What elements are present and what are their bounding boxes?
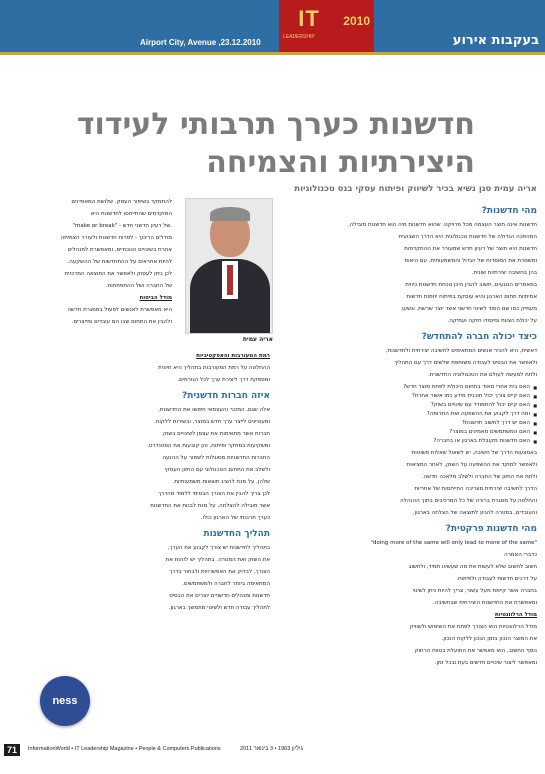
section-heading: כיצד יכולה חברה להתחדש?: [421, 332, 537, 342]
logo-year: 2010: [343, 14, 370, 28]
quote-line: "doing more of the same will only lead to more of the same": [370, 540, 537, 546]
paragraph-line: המוקדמים שהתייחסו לחדשנות היא: [90, 211, 172, 217]
paragraph-line: ומשמרת את המוסדות של הגדול והמשמעותית, עם היאות: [404, 258, 537, 264]
paragraph-line: היא מאפשרת לאנשים לפעול במסגרת חדשה: [67, 307, 172, 313]
paragraph-line: חדשנות אינה תוצר העצמה מכל פרויקט. שהוא חדשנות מיה הוא חדשנות מובילה,: [348, 222, 537, 228]
paragraph-line: ולאפשר את הבסיס לעבודה משותפת שלשים דרך עם התהליך: [394, 360, 537, 366]
paragraph-line: כערך תרבותי של הארגון כולו.: [200, 515, 270, 521]
paragraph-line: ולאפשר למוקד את ההשפעה על השוק, לאחר המציאות: [406, 462, 537, 468]
paragraph-line: הצורך, לבדוק את האפשרויות ולבחור בדרך: [169, 569, 270, 575]
section-label: בעקבות אירוע: [452, 33, 539, 48]
paragraph-line: ההחלטה על רמת המעורבות בתהליך היא חיונית: [158, 365, 270, 371]
page-footer: [0, 744, 545, 756]
right-column: [285, 200, 537, 671]
left-column: [12, 198, 172, 330]
footer-publication: InformationWorld • IT Leadership Magazine • People & Computers Publications: [28, 746, 221, 752]
subheading: רמת המעורבות והאפקטיביות: [196, 353, 270, 359]
paragraph-line: ולתת את החזון של החברה ולשלב מלאכה חדשה.: [421, 474, 537, 480]
paragraph-line: את המוצר הנכון בזמן הנכון ללקוח הנכון.: [441, 636, 537, 642]
paragraph-line: להיות אחראים על ההתחדשות של ההשקעה.: [67, 259, 172, 265]
page-number: 71: [4, 744, 20, 756]
paragraph-line: חברות אשר מתאימות את עצמן לשינויים בשוק: [162, 431, 270, 437]
paragraph-line: על דרכים חדשות לעבודה ולפיתוח.: [456, 576, 537, 582]
byline: אריה עמית סגן נשיא בכיר לשיווק ופיתוח עסקי בנס טכנולוגיות: [294, 184, 537, 194]
paragraph-line: כדברי האמרה: [504, 552, 537, 558]
paragraph-line: אלה שגם, המוכר והעצמאי חיפשו את החדשנות,: [158, 407, 270, 413]
footer-issue: גיליון 1963 • 3 בינואר 2011: [240, 746, 303, 752]
photo-caption: אריה עמית: [242, 336, 273, 343]
article-title: חדשנות כערך תרבותי לעידוד היצירתיות והצמיחה: [76, 107, 475, 180]
paragraph-line: להתמקד בשיפור העסק. שלושת המאפיינים: [71, 199, 172, 205]
author-photo: [185, 198, 273, 334]
dateline: Airport City, Avenue ,23.12.2010: [140, 38, 261, 47]
bullet-item: ■ האם בית אחרי מאוד בתחום היכולת לפתח מוצר חדש?: [285, 383, 537, 392]
paragraph-line: את השוק ואת המטרה. בתהליך יש לזהות את: [165, 557, 270, 563]
paragraph-line: והחלטה על מסגרת ברורה של כל המרכיבים בתוך ההנהלה: [400, 498, 537, 504]
bullet-item: ■ האם קיים צורך יכול תוכנית מידע כמו אשור אחרת?: [285, 392, 537, 401]
paragraph-line: מודל הרלוונטיות הוא הצורך לפתח את השימוש ולשוויק: [409, 624, 537, 630]
logo-it-text: IT: [298, 6, 320, 31]
paragraph-line: על יכולת הצוות ומיסודו חזקה ועמיקה.: [447, 318, 537, 324]
paragraph-line: לכן צריך להבין את הצורך הבסיסי ללמוד מהדרך: [158, 491, 270, 497]
bullet-item: ■ האם קיים יכול להתמודד עם שינויים בשוק?: [285, 401, 537, 410]
paragraph-line: ומשקיעות במחקר ופיתוח, והן קובעות את הסטנדרט.: [147, 443, 270, 449]
it-leadership-logo: [279, 0, 374, 52]
author-photo-block: [185, 198, 273, 348]
paragraph-line: באמצעות הדרך של חשיבה, יש לשאול שאלות פשוטות: [411, 450, 537, 456]
paragraph-line: החברות החדשניות מסוגלות לשמור על ההנעה: [162, 455, 270, 461]
subheading: מודל הביטוח: [139, 295, 172, 301]
paragraph-line: "make or break" - של רעיון חדשני חדש.: [72, 223, 172, 229]
section-heading: מהי חדשנות?: [481, 206, 537, 216]
paragraph-line: במאמרים הנוגעים, חשוב להבין היכן נוכחת חדשנות כיווית: [405, 282, 537, 288]
section-heading: איזה חברות חדשנית?: [182, 391, 270, 401]
paragraph-line: המתאימה ביותר לחברה ולמשתמשים.: [182, 581, 270, 587]
gold-rule: [0, 52, 545, 55]
left-column-lower: [12, 352, 270, 616]
paragraph-line: בחברה אשר קיימת מעל עשור, צריך להיות ניתן לשינוי: [412, 588, 537, 594]
bullet-item: ■ ומה דרך לקבוע את ההשפעה ואת התרומה?: [285, 410, 537, 419]
section-heading: תהליך החדשנות: [203, 529, 270, 539]
paragraph-line: המהפכה הגדולה של חדשנות טכנולוגית היא הדרך השבועית: [398, 234, 537, 240]
bullet-item: ■ האם יש דרך לחשוב חדשנות?: [285, 419, 537, 428]
bullet-list: [285, 383, 537, 446]
subheading: מודל הרלוונטיות: [494, 612, 537, 618]
paragraph-line: ולהבין את התחום שבו הם עובדים ומייצרים.: [71, 319, 172, 325]
ness-logo: ness: [40, 676, 90, 726]
paragraph-line: ומאפשר ליצור שינויים חדשים בעת ובכל זמן.: [434, 660, 537, 666]
paragraph-line: בהן בחשיבה יצירתיות שונית.: [471, 270, 537, 276]
paragraph-line: אחרת בשינויים הנוכחיים, ומאפשרת למנהלים: [67, 247, 172, 253]
paragraph-line: שלהן, על מנת להציג תוצאות משמעותיות.: [172, 479, 270, 485]
section-heading: מהי חדשנות פרקטית?: [445, 524, 537, 534]
paragraph-line: הדרך לחשיבה יצירתית מצריכה התייחסות של אחריות: [414, 486, 537, 492]
paragraph-line: לתהליך עבודה חדש ולשינוי מתמשך בארגון.: [168, 605, 270, 611]
paragraph-line: ומעוניינים לייצר ערך חדש במוצר, ובשירות ללקוח.: [154, 419, 270, 425]
paragraph-line: אשר מובילה להצלחה, על מנת לבנות את החדשנות: [150, 503, 270, 509]
paragraph-line: ולשלב את התחום הטכנולוגי עם החזון העסקי: [164, 467, 270, 473]
bullet-item: ■ האם המשתמשים מאמינים במוצר?: [285, 428, 537, 437]
paragraph-line: של החברה ושל ההתפתחות.: [105, 283, 172, 289]
bullet-item: ■ האם חדשנות מקובלת בארגון או בחברה?: [285, 437, 537, 446]
paragraph-line: חדשנות ומנהלים חדשניים יוצרים את הבסיס: [169, 593, 270, 599]
paragraph-line: נוסף החשוב, הוא מאפשר את התועלת בטווח הרחוק: [414, 648, 537, 654]
paragraph-line: ולתת למעשה לעולם את הטכנולוגיה החדשנית.: [428, 372, 537, 378]
paragraph-line: חשוב לחשוב שלא לעשות את מה שעשינו תמיד, ולחשוב: [408, 564, 537, 570]
paragraph-line: ומספקת דרך ליצירת ערך לכל הגורמים.: [177, 377, 270, 383]
paragraph-line: מודלים הריכוך - לפרות חדשנות ולעורר הצמיחה: [60, 235, 172, 241]
paragraph-line: בתהליך לחדשנות יש צורך לקבוע את הערך,: [167, 545, 270, 551]
paragraph-line: מעמיק כמו שם הסוד לשינוי חדשני אשר יוצר שרשת, ונשען: [402, 306, 537, 312]
paragraph-line: חדשנות היא תוצר של רעיון חדש שמעורר את ההתקדמות: [404, 246, 537, 252]
paragraph-line: דאשית, היא להכיר אנשים המתאימים לחשיבה יצירתית ולחדשנות,: [385, 348, 537, 354]
paragraph-line: ומאפשרת את החדשנות היצירתית שבחשיבה.: [433, 600, 537, 606]
paragraph-line: לכן ניתן לעסוק ולאפשר את התוצאה המרכזית: [64, 271, 172, 277]
paragraph-line: והעובדים, במטרה להגיע לתוצאה של הצלחה בארגון.: [412, 510, 537, 516]
paragraph-line: אמיתיות תחום הארגון והיא עוסקת בפיתוח יוזמות חדשות: [406, 294, 537, 300]
logo-sub: LEADERSHIP: [283, 34, 315, 40]
